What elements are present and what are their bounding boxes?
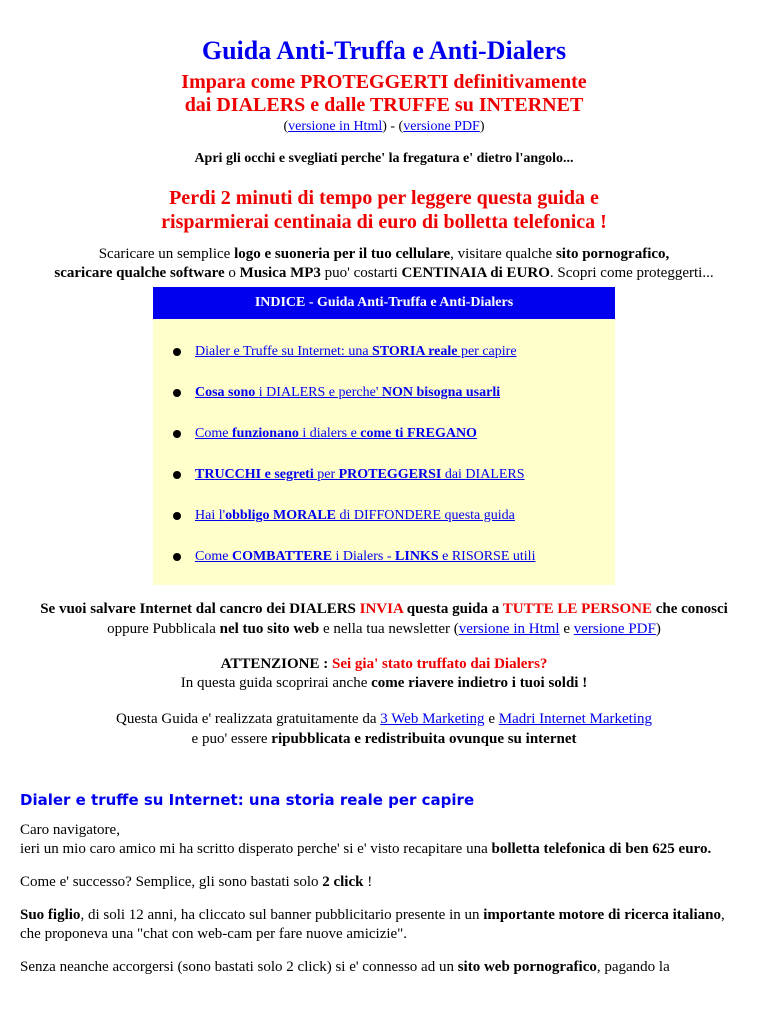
bullet-icon	[173, 430, 181, 438]
share-html-link[interactable]: versione in Html	[458, 621, 560, 637]
credits-text: Questa Guida e' realizzata gratuitamente da	[115, 711, 381, 727]
story-bold: 2 click	[322, 874, 364, 890]
intro-text: Scaricare un semplice	[98, 246, 235, 262]
index-link-bold: come ti FREGANO	[360, 425, 477, 441]
index-link-bold: NON bisogna usarli	[381, 384, 501, 400]
bullet-icon	[173, 389, 181, 397]
subtitle-line-1: Impara come PROTEGGERTI definitivamente	[181, 71, 587, 93]
index-item	[173, 454, 615, 495]
intro-bold: CENTINAIA di EURO	[401, 265, 550, 281]
index-link-bold: TRUCCHI e segreti	[195, 466, 318, 482]
paren: (	[283, 119, 289, 134]
share-bold: nel tuo sito web	[219, 621, 320, 637]
attention-block	[20, 655, 748, 693]
subtitle-line-2: dai DIALERS e dalle TRUFFE su INTERNET	[184, 94, 584, 116]
web-marketing-link[interactable]: 3 Web Marketing	[380, 711, 485, 727]
intro-paragraph	[20, 245, 748, 283]
index-link-text: i DIALERS e perche'	[258, 384, 382, 400]
index-link-text: i dialers e	[298, 425, 361, 441]
page	[0, 35, 768, 977]
story-text: Senza neanche accorgersi (sono bastati solo 2 click) si e' connesso ad un	[20, 959, 458, 975]
warning-line: Apri gli occhi e svegliati perche' la fregatura e' dietro l'angolo...	[194, 151, 574, 166]
separator: ) - (	[382, 119, 404, 134]
index-link-text: Come	[195, 548, 232, 564]
share-text: che conosci	[651, 601, 728, 617]
index-link-5[interactable]	[195, 508, 515, 524]
index-item	[173, 495, 615, 536]
share-paragraph	[20, 599, 748, 639]
index-link-text: Dialer e Truffe su Internet: una	[195, 343, 373, 359]
story-bold: importante motore di ricerca italiano	[483, 907, 721, 923]
index-header: INDICE - Guida Anti-Truffa e Anti-Dialers	[153, 287, 615, 319]
index-link-bold: COMBATTERE	[231, 548, 333, 564]
attention-label: ATTENZIONE :	[220, 656, 333, 672]
share-text: questa guida a	[403, 601, 503, 617]
index-link-text: i Dialers -	[332, 548, 396, 564]
index-link-bold: Cosa sono	[195, 384, 259, 400]
index-link-2[interactable]	[195, 385, 500, 401]
share-red: INVIA	[359, 601, 403, 617]
index-link-bold: funzionano	[231, 425, 299, 441]
index-item	[173, 331, 615, 372]
index-link-text: e RISORSE utili	[438, 548, 536, 564]
share-text: Se vuoi salvare Internet dal cancro dei DIALERS	[40, 601, 360, 617]
story-paragraph-2	[20, 873, 748, 892]
index-link-text: Hai l'	[195, 507, 226, 523]
headline-red	[20, 186, 748, 234]
share-text: )	[655, 621, 661, 637]
intro-text: . Scopri come proteggerti...	[549, 265, 714, 281]
credits-block	[20, 709, 748, 749]
index-link-bold: PROTEGGERSI	[338, 466, 442, 482]
index-link-bold: LINKS	[395, 548, 439, 564]
bullet-icon	[173, 348, 181, 356]
index-list	[153, 319, 615, 585]
story-text: !	[363, 874, 373, 890]
intro-bold: sito pornografico,	[555, 246, 670, 262]
story-text: , di soli 12 anni, ha cliccato sul banner pubblicitario presente in un	[80, 907, 484, 923]
page-title: Guida Anti-Truffa e Anti-Dialers	[201, 36, 567, 65]
intro-text: , visitare qualche	[450, 246, 556, 262]
share-red: TUTTE LE PERSONE	[502, 601, 652, 617]
index-link-4[interactable]	[195, 467, 525, 483]
index-link-bold: STORIA reale	[372, 343, 458, 359]
index-link-text: per	[317, 466, 339, 482]
index-link-1[interactable]	[195, 344, 517, 360]
versions-line	[20, 119, 748, 135]
index-box	[153, 287, 615, 585]
share-text: oppure Pubblicala	[107, 621, 220, 637]
pdf-version-link[interactable]: versione PDF	[403, 119, 480, 134]
story-bold: sito web pornografico	[457, 959, 597, 975]
bullet-icon	[173, 553, 181, 561]
attention-bold: come riavere indietro i tuoi soldi !	[371, 675, 588, 691]
story-bold: bolletta telefonica di ben 625 euro.	[491, 841, 712, 857]
index-item	[173, 372, 615, 413]
share-text: e nella tua newsletter (	[319, 621, 459, 637]
intro-bold: logo e suoneria per il tuo cellulare	[234, 246, 451, 262]
intro-text: puo' costarti	[320, 265, 402, 281]
bullet-icon	[173, 512, 181, 520]
bullet-icon	[173, 471, 181, 479]
headline-red-line-2: risparmierai centinaia di euro di bolletta telefonica !	[161, 211, 607, 233]
intro-bold: scaricare qualche software	[54, 265, 225, 281]
intro-text: o	[224, 265, 240, 281]
index-link-text: dai DIALERS	[441, 466, 525, 482]
story-bold: Suo figlio	[20, 907, 81, 923]
story-paragraph-1	[20, 821, 748, 859]
headline-red-line-1: Perdi 2 minuti di tempo per leggere questa guida e	[169, 187, 599, 209]
index-link-3[interactable]	[195, 426, 477, 442]
story-paragraph-3	[20, 906, 748, 944]
section-heading: Dialer e truffe su Internet: una storia reale per capire	[20, 791, 475, 809]
story-text: , che proponeva una "chat con web-cam per fare nuove amicizie".	[20, 907, 725, 942]
attention-text: In questa guida scoprirai anche	[180, 675, 372, 691]
html-version-link[interactable]: versione in Html	[288, 119, 383, 134]
credits-text: e puo' essere	[191, 731, 272, 747]
index-link-text: Come	[195, 425, 232, 441]
intro-bold: Musica MP3	[239, 265, 321, 281]
credits-text: e	[484, 711, 499, 727]
story-paragraph-4	[20, 958, 748, 977]
index-item	[173, 536, 615, 577]
share-pdf-link[interactable]: versione PDF	[573, 621, 656, 637]
story-text: Come e' successo? Semplice, gli sono bastati solo	[20, 874, 323, 890]
index-link-6[interactable]	[195, 549, 535, 565]
madri-marketing-link[interactable]: Madri Internet Marketing	[498, 711, 653, 727]
index-link-text: di DIFFONDERE questa guida	[336, 507, 515, 523]
index-link-text: per capire	[457, 343, 517, 359]
share-text: e	[559, 621, 574, 637]
story-text: ieri un mio caro amico mi ha scritto disperato perche' si e' visto recapitare una	[20, 841, 492, 857]
subtitle	[20, 71, 748, 117]
index-link-bold: obbligo MORALE	[225, 507, 336, 523]
paren: )	[479, 119, 485, 134]
index-item	[173, 413, 615, 454]
story-text: Caro navigatore,	[20, 822, 120, 838]
credits-bold: ripubblicata e redistribuita ovunque su internet	[271, 731, 577, 747]
story-text: , pagando la	[596, 959, 670, 975]
attention-red: Sei gia' stato truffato dai Dialers?	[332, 656, 548, 672]
